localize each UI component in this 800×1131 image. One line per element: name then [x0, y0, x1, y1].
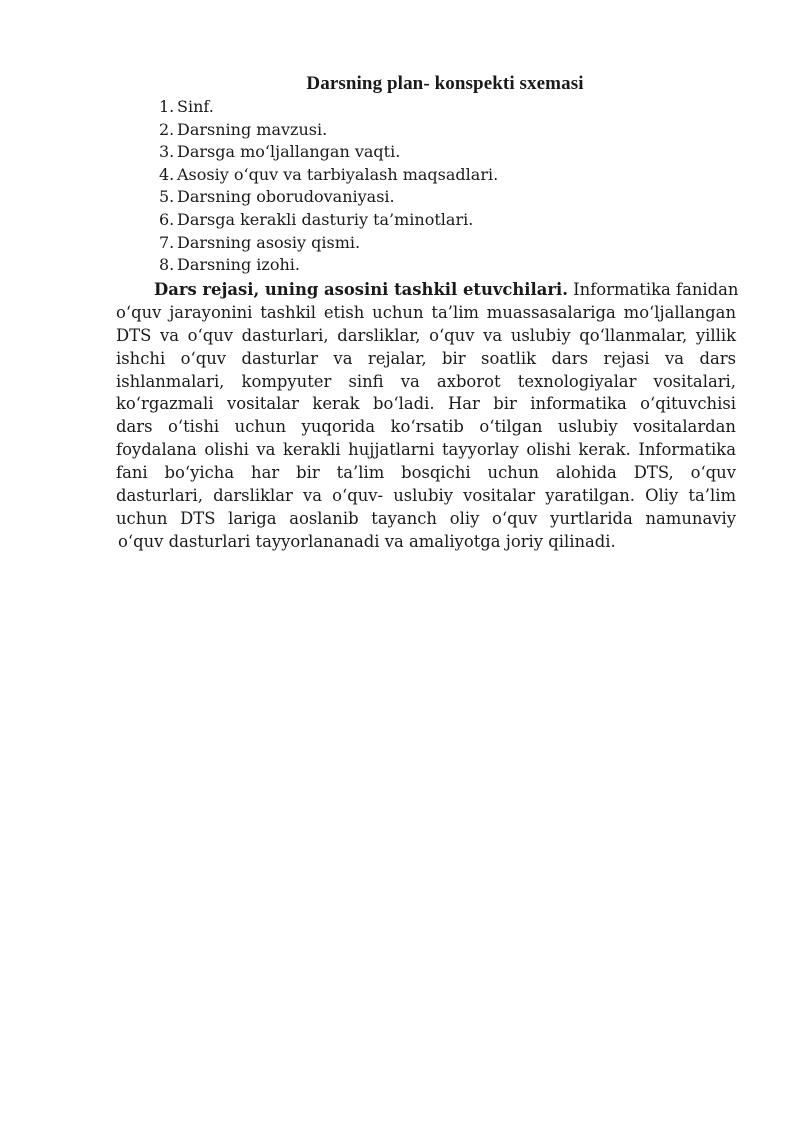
paragraph-lead: Dars rejasi, uning asosini tashkil etuvchilari.	[154, 280, 568, 299]
outline-item-text: Darsning izohi.	[177, 255, 300, 275]
paragraph-line: uchun DTS lariga aoslanib tayanch oliy o‘quv yurtlarida namunaviy	[116, 508, 736, 528]
outline-item-text: Darsga kerakli dasturiy ta’minotlari.	[177, 209, 474, 229]
outline-item	[159, 164, 498, 187]
paragraph-line: o‘quv jarayonini tashkil etish uchun ta’lim muassasalariga mo‘ljallangan	[116, 302, 736, 322]
paragraph-line	[116, 279, 739, 302]
paragraph-line: ishlanmalari, kompyuter sinfi va axborot texnologiyalar vositalari,	[116, 371, 736, 391]
outline-item	[159, 209, 498, 232]
document-title: Darsning plan- konspekti sxemasi	[306, 73, 584, 94]
paragraph-line: ko‘rgazmali vositalar kerak bo‘ladi. Har bir informatika o‘qituvchisi	[116, 394, 736, 414]
outline-item-number: 4.	[159, 164, 175, 184]
paragraph-line: ishchi o‘quv dasturlar va rejalar, bir soatlik dars rejasi va dars	[116, 348, 736, 368]
outline-item	[159, 232, 498, 255]
outline-item-number: 3.	[159, 142, 175, 162]
outline-item-text: Darsning mavzusi.	[177, 119, 328, 139]
outline-item-number: 5.	[159, 187, 175, 207]
outline-item-text: Darsning asosiy qismi.	[177, 232, 361, 252]
outline-item	[159, 96, 498, 119]
outline-item-text: Darsga mo‘ljallangan vaqti.	[177, 142, 401, 162]
lesson-plan-outline	[159, 96, 498, 277]
outline-item	[159, 141, 498, 164]
paragraph-line: fani bo‘yicha har bir ta’lim bosqichi uchun alohida DTS, o‘quv	[116, 463, 736, 483]
outline-item	[159, 254, 498, 277]
body-paragraph	[116, 279, 739, 554]
outline-item	[159, 186, 498, 209]
outline-item-text: Darsning oborudovaniyasi.	[177, 187, 395, 207]
outline-item-text: Asosiy o‘quv va tarbiyalash maqsadlari.	[177, 164, 499, 184]
outline-item-number: 1.	[159, 97, 175, 116]
outline-item-number: 6.	[159, 209, 175, 229]
paragraph-line: dasturlari, darsliklar va o‘quv- uslubiy vositalar yaratilgan. Oliy ta’lim	[116, 486, 736, 506]
outline-item-text: Sinf.	[177, 97, 214, 116]
outline-item-number: 7.	[159, 232, 175, 252]
outline-item-number: 8.	[159, 255, 175, 275]
paragraph-line: dars o‘tishi uchun yuqorida ko‘rsatib o‘tilgan uslubiy vositalardan	[116, 417, 736, 437]
paragraph-line: foydalana olishi va kerakli hujjatlarni tayyorlay olishi kerak. Informatika	[116, 440, 736, 460]
outline-item	[159, 119, 498, 142]
paragraph-line: o‘quv dasturlari tayyorlananadi va amaliyotga joriy qilinadi.	[118, 531, 616, 551]
paragraph-line: DTS va o‘quv dasturlari, darsliklar, o‘quv va uslubiy qo‘llanmalar, yillik	[116, 325, 736, 345]
paragraph-line-text: Informatika fanidan	[573, 280, 739, 299]
outline-item-number: 2.	[159, 119, 175, 139]
